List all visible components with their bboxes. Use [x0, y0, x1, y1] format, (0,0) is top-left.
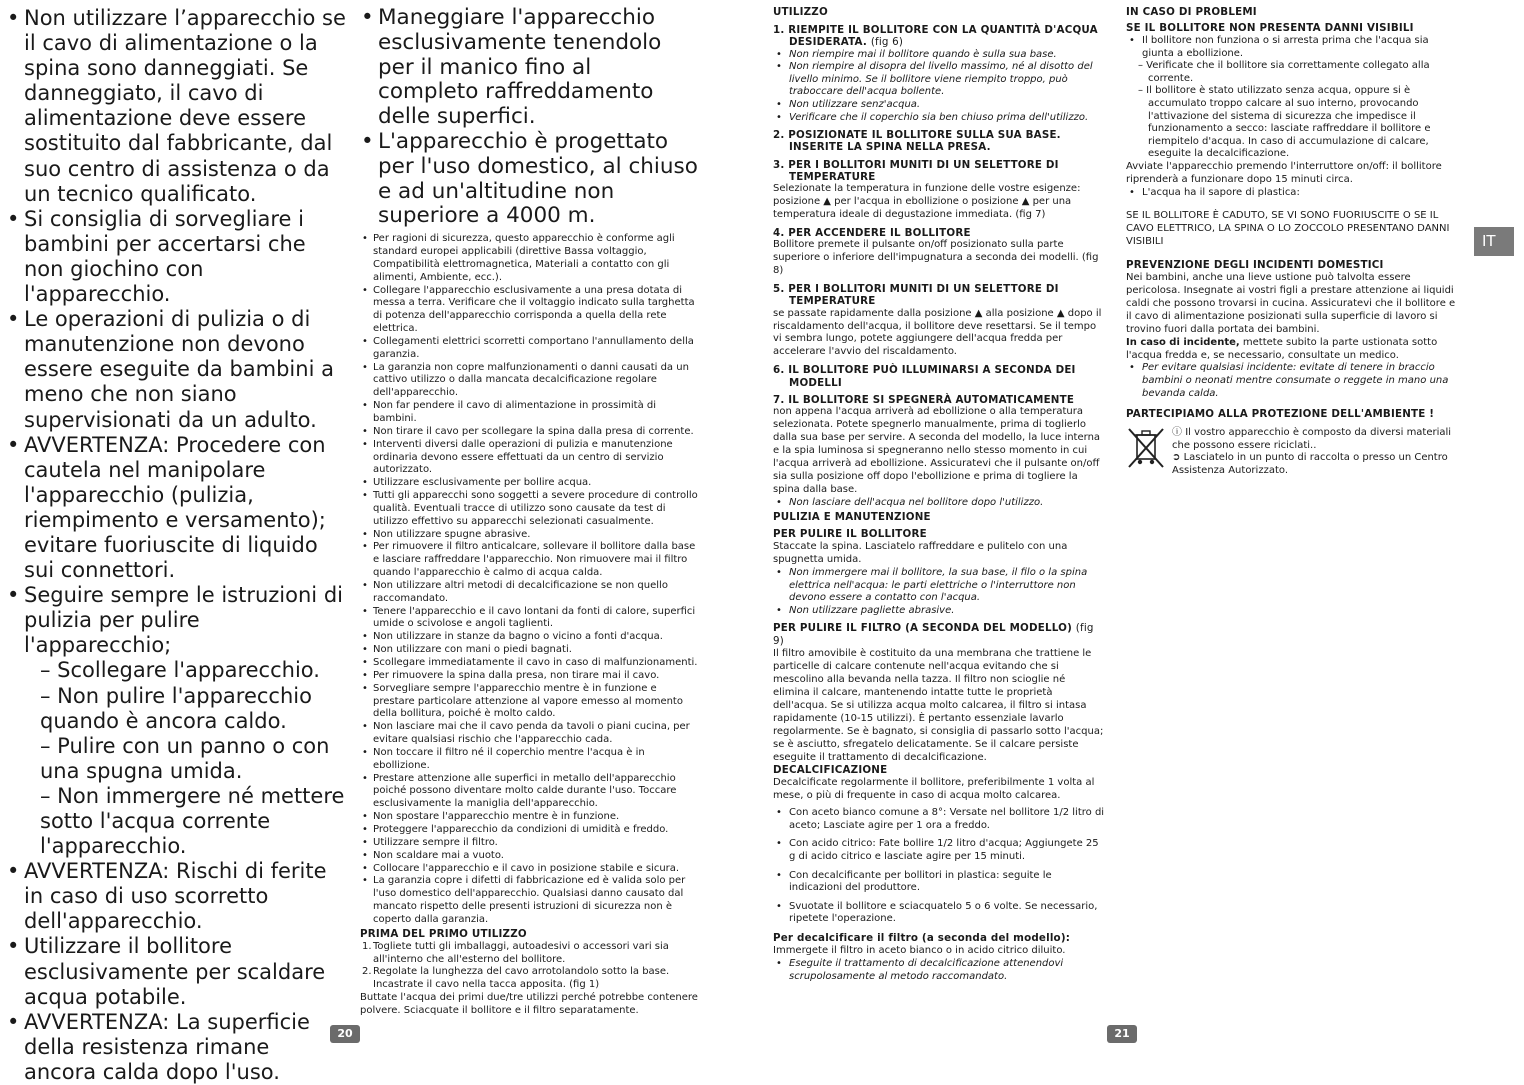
descale-body: Decalcificate regolarmente il bollitore, preferibilmente 1 volta al mese, o più di frequente in caso di acqua molto calcarea. [773, 777, 1095, 802]
step-5-body: se passate rapidamente dalla posizione ▲ alla posizione ▲ dopo il riscaldamento dell'acqua, il bollitore deve resettarsi. Se il tempo vi sembra lungo, potete aggiungere dell'acqua fredda per accelerare l'avvio del riscaldamento. [773, 307, 1102, 358]
step-3-body: Selezionate la temperatura in funzione delle vostre esigenze: posizione ▲ per l'acqua in ebollizione o posizione ▲ per una temperatura ideale di degustazione immediata. (fig 7) [773, 183, 1081, 221]
safety-item: • L'apparecchio è progettato per l'uso domestico, al chiuso e ad un'altitudine non superiore a 4000 m. [360, 130, 698, 229]
safety-item: • AVVERTENZA: La superficie della resistenza rimane ancora calda dopo l'uso. [6, 1010, 348, 1085]
first-use-title: PRIMA DEL PRIMO UTILIZZO [360, 927, 527, 940]
safety-item-small: • Per rimuovere il filtro anticalcare, sollevare il bollitore dalla base e lasciare raffreddare l'apparecchio. Non rimuovere mai il filtro quando l'apparecchio è calmo di acqua calda. [360, 541, 698, 580]
info-icon: ⓘ [1172, 427, 1186, 439]
safety-item: – Pulire con un panno o con una spugna umida. [40, 733, 330, 783]
recycle-bin-icon [1126, 427, 1166, 469]
safety-item-small: • Utilizzare esclusivamente per bollire acqua. [360, 477, 698, 490]
problems-sub2: SE IL BOLLITORE È CADUTO, SE VI SONO FUORIUSCITE O SE IL CAVO ELETTRICO, LA SPINA O LO ZOCCOLO PRESENTANO DANNI VISIBILI [1126, 210, 1450, 248]
safety-list-large-2 [360, 6, 698, 229]
safety-item-small: • Prestare attenzione alle superfici in metallo dell'apparecchio poiché possono diventare molto calde durante l'uso. Toccare esclusivamente la maniglia dell'apparecchio. [360, 773, 698, 812]
step-3-title: 3. PER I BOLLITORI MUNITI DI UN SELETTORE DI TEMPERATURE [773, 158, 1059, 184]
page-number-right: 21 [1107, 1025, 1137, 1043]
step-7-body: non appena l'acqua arriverà ad ebollizione o alla temperatura selezionata. Potete spegnerlo manualmente, prima di toglierlo dalla sua base per servire. A seconda del modello, la luce interna e la spia luminosa si spegneranno nello stesso momento in cui l'acqua arriverà ad ebollizione. Assicuratevi che il pulsante on/off sia sulla posizione off dopo l'ebollizione e prima di togliere la spina dalla base. [773, 406, 1101, 495]
prevention-item: • Per evitare qualsiasi incidente: evitate di tenere in braccio bambini o neonati mentre consumate o reggete in mano una bevanda calda. [1126, 362, 1456, 400]
step-7-title: 7. IL BOLLITORE SI SPEGNERÀ AUTOMATICAMENTE [773, 393, 1075, 406]
safety-item: • AVVERTENZA: Rischi di ferite in caso di uso scorretto dell'apparecchio. [6, 859, 348, 934]
clean-sub: PER PULIRE IL BOLLITORE [773, 528, 927, 541]
step-1-item: • Verificare che il coperchio sia ben chiuso prima dell'utilizzo. [773, 112, 1105, 125]
descale-item: • Con decalcificante per bollitori in plastica: seguite le indicazioni del produttore. [773, 870, 1105, 895]
env-block [1126, 427, 1456, 477]
problems-b1: • Il bollitore non funziona o si arresta prima che l'acqua sia giunta a ebollizione. [1126, 35, 1456, 60]
step-1-item: • Non utilizzare senz'acqua. [773, 99, 1105, 112]
prevention-title: PREVENZIONE DEGLI INCIDENTI DOMESTICI [1126, 259, 1384, 272]
env-title: PARTECIPIAMO ALLA PROTEZIONE DELL'AMBIENTE ! [1126, 408, 1435, 421]
descale-items [773, 807, 1105, 926]
safety-item-small: • Proteggere l'apparecchio da condizioni di umidità e freddo. [360, 824, 698, 837]
descale-item: • Con acido citrico: Fate bollire 1/2 litro d'acqua; Aggiungete 25 g di acido citrico e lasciate agire per 15 minuti. [773, 838, 1105, 863]
safety-item-small: • Collegare l'apparecchio esclusivamente a una presa dotata di messa a terra. Verificare che il voltaggio indicato sulla targhetta di potenza dell'apparecchio corrisponda a quella della rete elettrica. [360, 285, 698, 336]
safety-item: • Non utilizzare l’apparecchio se il cavo di alimentazione o la spina sono danneggiati. Se danneggiato, il cavo di alimentazione deve essere sostituito dal fabbricante, dal suo centro di assistenza o da un tecnico qualificato. [6, 6, 348, 207]
problems-sub1: SE IL BOLLITORE NON PRESENTA DANNI VISIBILI [1126, 22, 1414, 34]
safety-item: – Non immergere né mettere sotto l'acqua corrente l'apparecchio. [40, 783, 345, 859]
clean-title: PULIZIA E MANUTENZIONE [773, 511, 931, 524]
step-1-item: • Non riempire mai il bollitore quando è sulla sua base. [773, 49, 1105, 62]
safety-item-small: • Scollegare immediatamente il cavo in caso di malfunzionamenti. [360, 657, 698, 670]
safety-item-small: • Non utilizzare in stanze da bagno o vicino a fonti d'acqua. [360, 631, 698, 644]
safety-item: • Utilizzare il bollitore esclusivamente per scaldare acqua potabile. [6, 934, 348, 1009]
step-1-item: • Non riempire al disopra del livello massimo, né al disotto del livello minimo. Se il bollitore viene riempito troppo, può traboccare dell'acqua bollente. [773, 61, 1105, 99]
problems-title: IN CASO DI PROBLEMI [1126, 6, 1257, 18]
safety-item: – Non pulire l'apparecchio quando è ancora caldo. [40, 683, 312, 733]
safety-item-small: • Non utilizzare spugne abrasive. [360, 529, 698, 542]
step-5-title: 5. PER I BOLLITORI MUNITI DI UN SELETTORE DI TEMPERATURE [773, 283, 1059, 308]
step-4-body: Bollitore premete il pulsante on/off posizionato sulla parte superiore o inferiore dell'impugnatura a seconda dei modelli. (fig 8) [773, 239, 1099, 277]
descale-item: • Svuotate il bollitore e sciacquatelo 5 o 6 volte. Se necessario, ripetete l'operazione. [773, 901, 1105, 926]
step-6-title: 6. IL BOLLITORE PUÒ ILLUMINARSI A SECONDA DEI MODELLI [773, 364, 1076, 389]
filter2-title: Per decalcificare il filtro (a seconda del modello): [773, 932, 1071, 945]
safety-list-large [6, 6, 348, 1085]
safety-item-small: • Non spostare l'apparecchio mentre è in funzione. [360, 811, 698, 824]
filter-body: Il filtro amovibile è costituito da una membrana che trattiene le particelle di calcare contenute nell'acqua evitando che si mescolino alla bevanda nella tazza. Il filtro non scioglie né elimina il calcare, mantenendo intatte tutte le proprietà dell'acqua. Se si utilizza acqua molto calcarea, il filtro si intasa rapidamente (10-15 utilizzi). È pertanto essenziale lavarlo regolarmente. Se è bagnato, si consiglia di passarlo sotto l'acqua; se è asciutto, sfregatelo delicatamente. Se il calcare persiste eseguite il trattamento di decalcificazione. [773, 648, 1104, 763]
safety-item: – Scollegare l'apparecchio. [40, 658, 320, 683]
clean-item: • Non immergere mai il bollitore, la sua base, il filo o la spina elettrica nell'acqua: le parti elettriche o l'interruttore non devono essere a contatto con l'acqua. [773, 567, 1105, 605]
filter2-body: Immergete il filtro in aceto bianco o in acido citrico diluito. [773, 945, 1066, 957]
filter-title: PER PULIRE IL FILTRO (A SECONDA DEL MODELLO) (fig 9) [773, 622, 1094, 648]
safety-item-small: • Non utilizzare con mani o piedi bagnati. [360, 644, 698, 657]
safety-item: • Seguire sempre le istruzioni di pulizia per pulire l'apparecchio; [6, 583, 348, 658]
env-line-2: ➲ Lasciatelo in un punto di raccolta o presso un Centro Assistenza Autorizzato. [1172, 452, 1448, 476]
safety-item-small: • Non tirare il cavo per scollegare la spina dalla presa di corrente. [360, 426, 698, 439]
arrow-icon: ➲ [1172, 452, 1184, 464]
safety-item-small: • La garanzia non copre malfunzionamenti o danni causati da un cattivo utilizzo o dalla mancata decalcificazione regolare dell'apparecchio. [360, 362, 698, 401]
prevention-body: Nei bambini, anche una lieve ustione può talvolta essere pericolosa. Insegnate ai vostri figli a prestare attenzione ai liquidi caldi che possono trovarsi in cucina. Assicuratevi che il bollitore e il cavo di alimentazione posizionati sulla superficie di lavoro si trovino fuori dalla portata dei bambini. [1126, 272, 1456, 335]
descale-item: • Con aceto bianco comune a 8°: Versate nel bollitore 1/2 litro di aceto; Lasciate agire per 1 ora a freddo. [773, 807, 1105, 832]
safety-list-small [360, 233, 698, 927]
language-tab: IT [1474, 227, 1514, 256]
column-3 [773, 6, 1105, 1016]
step-7-item: • Non lasciare dell'acqua nel bollitore dopo l'utilizzo. [773, 497, 1105, 510]
step-4-title: 4. PER ACCENDERE IL BOLLITORE [773, 227, 971, 240]
safety-item-small: • Non far pendere il cavo di alimentazione in prossimità di bambini. [360, 400, 698, 426]
safety-item-small: • Sorvegliare sempre l'apparecchio mentre è in funzione e prestare particolare attenzione al vapore emesso al momento della bollitura, poiché è molto caldo. [360, 683, 698, 722]
first-use-step: 2. Regolate la lunghezza del cavo arrotolandolo sotto la base. Incastrate il cavo nella tacca apposita. (fig 1) [360, 966, 698, 992]
problems-d2: – Il bollitore è stato utilizzato senza acqua, oppure si è accumulato troppo calcare al suo interno, provocando l'attivazione del sistema di sicurezza che impedisce il funzionamento a secco: lasciate raffreddare il bollitore e riempitelo d'acqua. In caso di accumulazione di calcare, eseguite la decalcificazione. [1138, 85, 1431, 160]
safety-item-small: • Interventi diversi dalle operazioni di pulizia e manutenzione ordinaria devono essere effettuati da un centro di servizio autorizzato. [360, 439, 698, 478]
step-2-title: 2. POSIZIONATE IL BOLLITORE SULLA SUA BASE. INSERITE LA SPINA NELLA PRESA. [773, 129, 1061, 154]
safety-item-small: • Per rimuovere la spina dalla presa, non tirare mai il cavo. [360, 670, 698, 683]
clean-items [773, 567, 1105, 617]
safety-item-small: • La garanzia copre i difetti di fabbricazione ed è valida solo per l'uso domestico dell'apparecchio. Qualsiasi danno causato dal mancato rispetto delle presenti istruzioni di sicurezza non è coperto dalla garanzia. [360, 875, 698, 926]
first-use-steps [360, 941, 698, 992]
safety-item: • Si consiglia di sorvegliare i bambini per accertarsi che non giochino con l'apparecchio. [6, 207, 348, 307]
safety-item-small: • Non lasciare mai che il cavo penda da tavoli o piani cucina, per evitare qualsiasi rischio che l'apparecchio cada. [360, 721, 698, 747]
safety-item: • Le operazioni di pulizia o di manutenzione non devono essere eseguite da bambini a meno che non siano supervisionati da un adulto. [6, 307, 348, 432]
column-2 [360, 6, 698, 1030]
problems-p1: Avviate l'apparecchio premendo l'interruttore on/off: il bollitore riprenderà a funzionare dopo 15 minuti circa. [1126, 160, 1442, 185]
problems-b2: • L'acqua ha il sapore di plastica: [1126, 187, 1456, 200]
prevention-incident: In caso di incidente, mettete subito la parte ustionata sotto l'acqua fredda e, se necessario, consultate un medico. [1126, 336, 1438, 361]
safety-item-small: • Per ragioni di sicurezza, questo apparecchio è conforme agli standard europei applicabili (direttive Bassa voltaggio, Compatibilità elettromagnetica, Materiali a contatto con gli alimenti, Ambiente, ecc.). [360, 233, 698, 284]
safety-item-small: • Non utilizzare altri metodi di decalcificazione se non quello raccomandato. [360, 580, 698, 606]
filter2-item: • Eseguite il trattamento di decalcificazione attenendovi scrupolosamente al metodo raccomandato. [773, 958, 1105, 983]
use-title: UTILIZZO [773, 6, 828, 18]
safety-item-small: • Collocare l'apparecchio e il cavo in posizione stabile e sicura. [360, 863, 698, 876]
safety-item-small: • Tutti gli apparecchi sono soggetti a severe procedure di controllo qualità. Eventuali tracce di utilizzo sono causate da test di utilizzo effettivo su apparecchi selezionati casualmente. [360, 490, 698, 529]
page-number-left: 20 [330, 1025, 360, 1043]
step-1-title: 1. RIEMPITE IL BOLLITORE CON LA QUANTITÀ D'ACQUA DESIDERATA. (fig 6) [773, 24, 1098, 49]
first-use-note: Buttate l'acqua dei primi due/tre utilizzi perché potrebbe contenere polvere. Sciacquate il bollitore e il filtro separatamente. [360, 992, 698, 1017]
env-line-1: ⓘ Il vostro apparecchio è composto da diversi materiali che possono essere riciclati.. [1172, 427, 1452, 451]
safety-item-small: • Collegamenti elettrici scorretti comportano l'annullamento della garanzia. [360, 336, 698, 362]
clean-body: Staccate la spina. Lasciatelo raffreddare e pulitelo con una spugnetta umida. [773, 541, 1068, 566]
safety-item-small: • Utilizzare sempre il filtro. [360, 837, 698, 850]
safety-item-small: • Non toccare il filtro né il coperchio mentre l'acqua è in ebollizione. [360, 747, 698, 773]
first-use-step: 1. Togliete tutti gli imballaggi, autoadesivi o accessori vari sia all'interno che all'esterno del bollitore. [360, 941, 698, 967]
problems-d1: – Verificate che il bollitore sia correttamente collegato alla corrente. [1138, 60, 1430, 84]
safety-item-small: • Non scaldare mai a vuoto. [360, 850, 698, 863]
column-4 [1126, 6, 1456, 526]
safety-item: • AVVERTENZA: Procedere con cautela nel manipolare l'apparecchio (pulizia, riempimento e versamento); evitare fuoriuscite di liquido sui connettori. [6, 433, 348, 584]
safety-item-small: • Tenere l'apparecchio e il cavo lontani da fonti di calore, superfici umide o scivolose e angoli taglienti. [360, 606, 698, 632]
descale-title: DECALCIFICAZIONE [773, 764, 888, 777]
column-1 [6, 6, 348, 1084]
safety-item: • Maneggiare l'apparecchio esclusivamente tenendolo per il manico fino al completo raffreddamento delle superfici. [360, 6, 698, 130]
step-1-items [773, 49, 1105, 125]
clean-item: • Non utilizzare pagliette abrasive. [773, 605, 1105, 618]
